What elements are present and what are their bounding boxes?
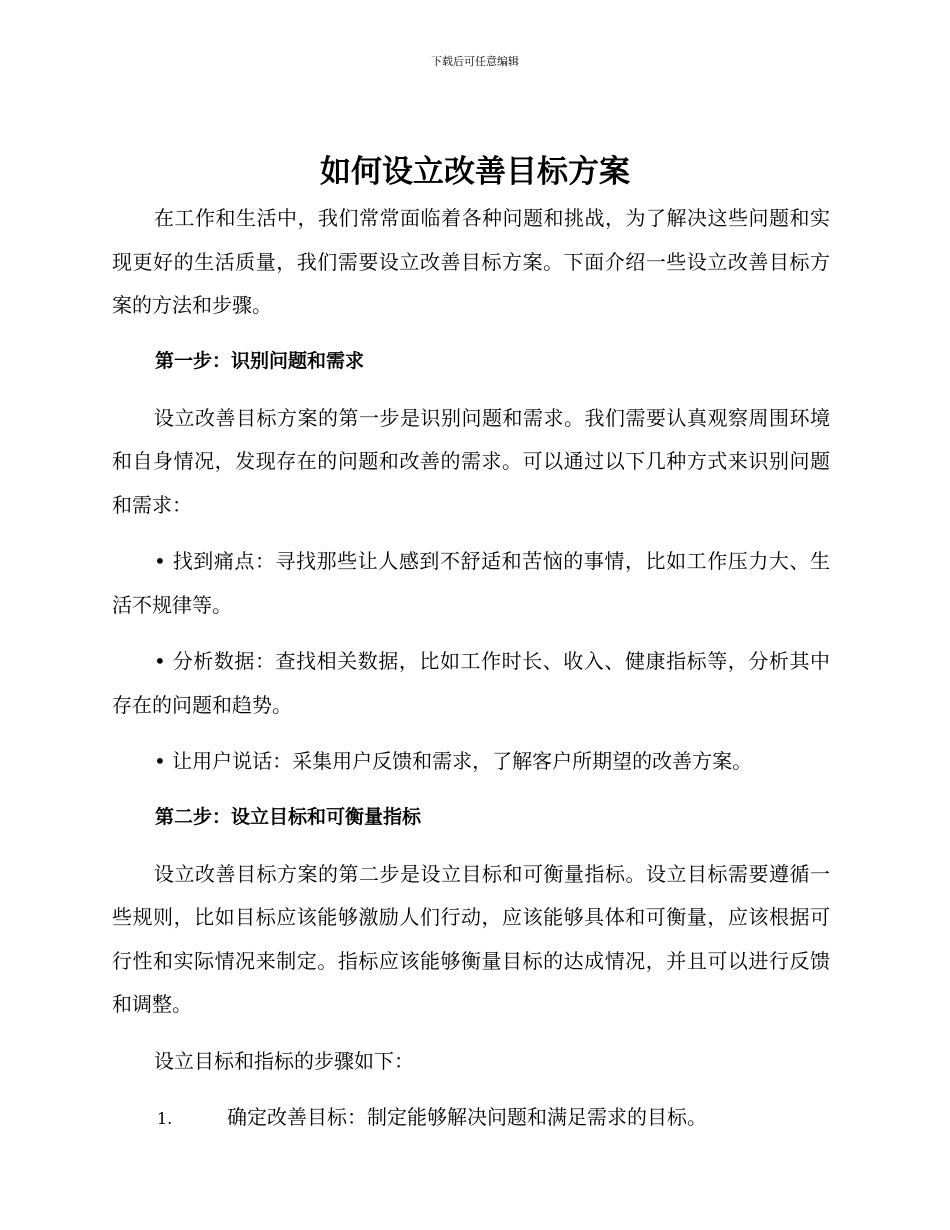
spacer — [112, 328, 830, 341]
step2-heading: 第二步：设立目标和可衡量指标 — [155, 805, 422, 828]
document-title: 如何设立改善目标方案 — [320, 154, 630, 190]
numbered-item-text: 确定改善目标：制定能够解决问题和满足需求的目标。 — [227, 1105, 707, 1129]
bullet-item-user-voice: • 让用户说话：采集用户反馈和需求，了解客户所期望的改善方案。 — [154, 749, 753, 773]
bullet-item-analyze-data: • 分析数据：查找相关数据，比如工作时长、收入、健康指标等，分析其中存在的问题和趋势。 — [112, 649, 830, 717]
step1-paragraph: 设立改善目标方案的第一步是识别问题和需求。我们需要认真观察周围环境和自身情况，发现存在的问题和改善的需求。可以通过以下几种方式来识别问题和需求： — [112, 405, 830, 517]
intro-paragraph: 在工作和生活中，我们常常面临着各种问题和挑战，为了解决这些问题和实现更好的生活质量，我们需要设立改善目标方案。下面介绍一些设立改善目标方案的方法和步骤。 — [112, 206, 830, 317]
spacer — [112, 1027, 830, 1040]
numbered-item — [112, 1096, 830, 1141]
spacer — [112, 381, 830, 397]
spacer — [112, 527, 830, 540]
bullet-item-pain-points: • 找到痛点：寻找那些让人感到不舒适和苦恼的事情，比如工作压力大、生活不规律等。 — [112, 549, 830, 617]
spacer — [112, 727, 830, 740]
step1-heading: 第一步：识别问题和需求 — [155, 349, 365, 372]
steps-intro: 设立目标和指标的步骤如下： — [154, 1048, 414, 1073]
step2-paragraph: 设立改善目标方案的第二步是设立目标和可衡量指标。设立目标需要遵循一些规则，比如目标应该能够激励人们行动，应该能够具体和可衡量，应该根据可行性和实际情况来制定。指标应该能够衡量目标的达成情况，并且可以进行反馈和调整。 — [112, 861, 830, 1016]
document-body — [112, 197, 830, 1141]
spacer — [112, 1083, 830, 1096]
spacer — [112, 837, 830, 853]
spacer — [112, 784, 830, 797]
page-header-note: 下载后可任意编辑 — [431, 55, 519, 68]
numbered-item-number: 1. — [157, 1109, 173, 1128]
spacer — [112, 627, 830, 640]
